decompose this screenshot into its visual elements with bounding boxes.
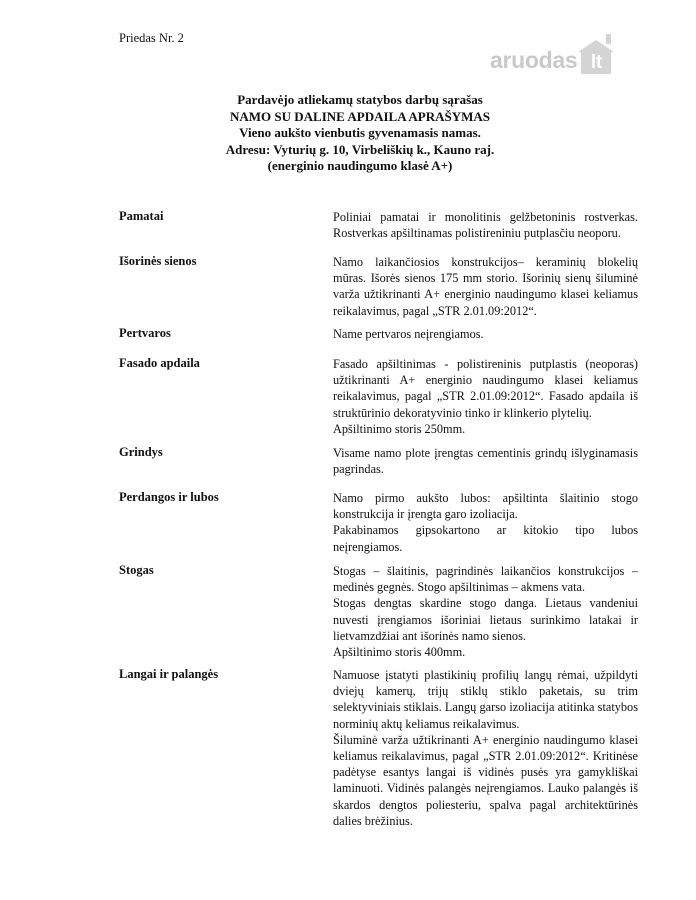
- watermark-text: aruodas: [490, 47, 578, 73]
- header-line-address: Adresu: Vyturių g. 10, Virbeliškių k., Kauno raj.: [225, 141, 495, 157]
- section-description: [333, 209, 638, 241]
- watermark-logo: [490, 40, 614, 74]
- section-description: [333, 667, 638, 829]
- section-label: Išorinės sienos: [119, 254, 197, 268]
- section-label: Pamatai: [119, 209, 164, 223]
- section-label: Stogas: [119, 563, 154, 577]
- header-line-energy-class: (energinio naudingumo klasė A+): [267, 158, 453, 173]
- document-header: [180, 92, 540, 175]
- section-paragraph: Name pertvaros neįrengiamos.: [333, 327, 484, 341]
- header-line-title: Pardavėjo atliekamų statybos darbų sąrašas: [237, 92, 483, 107]
- section-paragraph: Apšiltinimo storis 400mm.: [333, 645, 466, 660]
- section-label: Langai ir palangės: [119, 667, 219, 681]
- section-paragraph: Fasado apšiltinimas - polistireninis putplastis (neoporas) užtikrinanti A+ energinio naudingumo klasei keliamus reikalavimus, pagal „STR 2.01.09:2012“. Fasado apdaila iš struktūrinio dekoratyvinio tinko ir klinkerio plytelių.: [333, 357, 638, 420]
- header-line-type: Vieno aukšto vienbutis gyvenamasis namas.: [239, 125, 481, 140]
- section-paragraph: Stogas – šlaitinis, pagrindinės laikančios konstrukcijos – medinės gegnės. Stogo apšiltinimas – akmens vata.: [333, 564, 638, 595]
- section-paragraph: Stogas dengtas skardine stogo danga. Lietaus vandeniui nuvesti įrengiamos išoriniai lietaus surinkimo latakai ir lietvamzdžiai ant išorinės namo sienos.: [333, 596, 638, 643]
- annex-number: Priedas Nr. 2: [119, 31, 184, 45]
- header-line-heading: NAMO SU DALINE APDAILA APRAŠYMAS: [229, 108, 491, 124]
- section-label: Fasado apdaila: [119, 356, 200, 370]
- section-label: Pertvaros: [119, 326, 171, 340]
- section-paragraph: Visame namo plote įrengtas cementinis grindų išlyginamasis pagrindas.: [333, 446, 638, 477]
- section-paragraph: Namuose įstatyti plastikinių profilių langų rėmai, užpildyti dviejų kamerų, trijų stiklų stiklo paketais, su trim selektyviniais stiklais. Langų garso izoliacija atitinka statybos norminių aktų keliamus reikalavimus.: [333, 668, 638, 731]
- section-paragraph: Poliniai pamatai ir monolitinis gelžbetoninis rostverkas. Rostverkas apšiltinamas polistireniniu putplasčiu neoporu.: [333, 210, 638, 241]
- section-label: Perdangos ir lubos: [119, 490, 219, 504]
- section-paragraph: Apšiltinimo storis 250mm.: [333, 421, 466, 436]
- section-paragraph: Pakabinamos gipsokartono ar kitokio tipo lubos neįrengiamos.: [333, 523, 638, 554]
- section-description: [333, 356, 638, 437]
- section-description: [333, 254, 638, 319]
- watermark-suffix: lt: [581, 52, 611, 74]
- section-description: [333, 490, 638, 555]
- section-paragraph: Namo pirmo aukšto lubos: apšiltinta šlaitinio stogo konstrukcija ir įrengta garo izoliacija.: [333, 491, 638, 522]
- section-description: [333, 445, 638, 477]
- house-icon: [578, 40, 614, 74]
- section-description: [333, 563, 638, 660]
- section-paragraph: Šiluminė varža užtikrinanti A+ energinio naudingumo klasei keliamus reikalavimus, pagal „STR 2.01.09:2012“. Kritinėse padėtyse esantys langai iš vidinės pusės yra gamykliškai laminuoti. Vidinės palangės neįrengiamos. Lauko palangės iš skardos dengtos poliesteriu, spalva pagal architektūrinės dalies brėžinius.: [333, 732, 638, 828]
- section-label: Grindys: [119, 445, 163, 459]
- section-description: [333, 326, 638, 342]
- section-paragraph: Namo laikančiosios konstrukcijos– keraminių blokelių mūras. Išorės sienos 175 mm storio. Išorinių sienų šiluminė varža užtikrinanti A+ energinio naudingumo klasei keliamus reikalavimus, pagal „STR 2.01.09:2012“.: [333, 255, 638, 318]
